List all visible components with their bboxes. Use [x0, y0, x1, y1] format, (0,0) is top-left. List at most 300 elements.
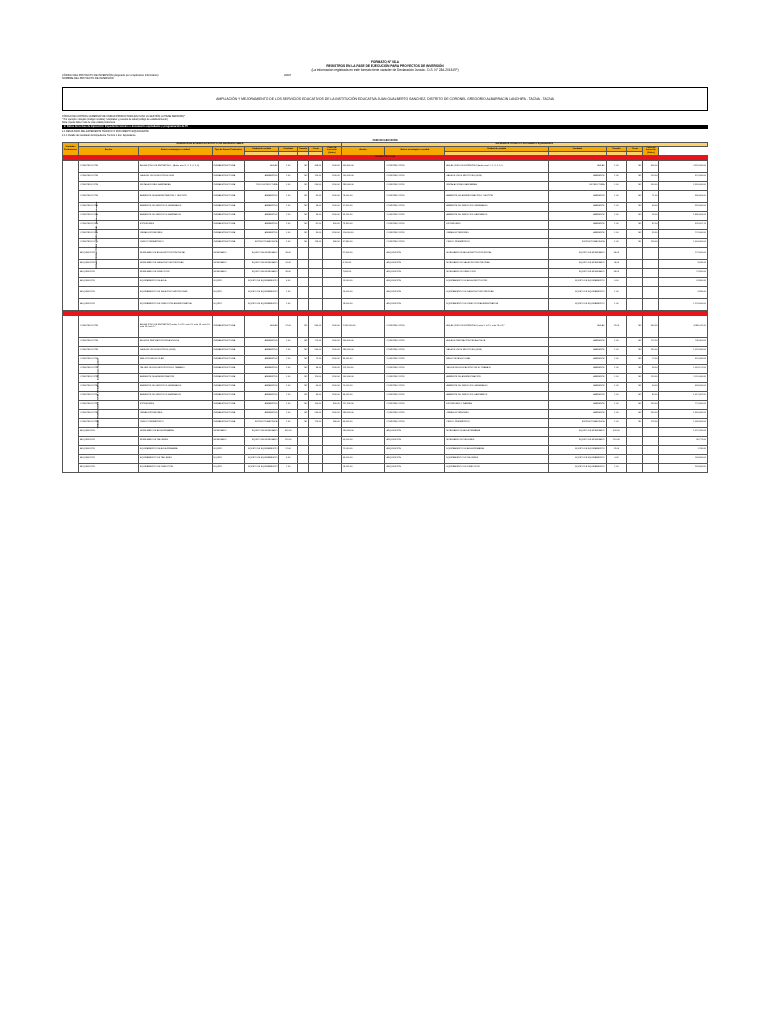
table-cell: INFRAESTRUCTURA — [212, 391, 244, 400]
table-cell: AULAS — [244, 315, 279, 337]
table-cell: 27,820.00 — [659, 268, 708, 277]
table-cell: INFRAESTRUCTURA — [212, 418, 244, 427]
table-cell: 120.00 — [643, 373, 659, 382]
table-cell: AMBIENTES — [244, 355, 279, 364]
table-cell — [643, 268, 659, 277]
table-cell — [323, 286, 341, 298]
col-activo-et: Activo estratégico o unidad — [385, 146, 445, 155]
table-cell: 18,000.00 — [341, 298, 385, 310]
table-cell: 1,230.00 — [659, 445, 708, 454]
col-unidad-medida-et: Unidad de medida — [445, 146, 549, 151]
table-cell: CONSTRUCCIÓN — [79, 172, 139, 181]
table-cell: M2 — [297, 355, 309, 364]
note-line: CÓDIGO DE CONTROL GUBERNAT DE UNIDAD PRODUCTORA (EN CASO LA GESTIÓN LA TIENE DEFINIDO)* — [62, 114, 186, 118]
table-cell: 288,000.00 — [341, 346, 385, 355]
table-cell: 549,600.00 — [341, 160, 385, 172]
note-line: Nota: puede haber más de una unidad productora. — [62, 121, 116, 125]
table-cell: ADQUISICIÓN — [79, 298, 139, 310]
table-cell: ADQUISICIÓN — [385, 454, 445, 463]
table-row — [63, 373, 708, 382]
table-cell: AMBIENTES — [244, 337, 279, 346]
format-title: REGISTROS EN LA FASE DE EJECUCIÓN PARA PROYECTOS DE INVERSIÓN — [326, 64, 444, 68]
col-costo-inversion-et: Costo de inversión (Soles) — [643, 146, 659, 155]
table-cell: 1.00 — [279, 418, 297, 427]
table-cell: AULAS (PISO DE ENTREPISO) Aulas nivel 1, 2, 3, 4, 5, 6 — [445, 160, 549, 172]
col-accion: Acción — [79, 146, 139, 155]
table-cell: ADQUISICIÓN — [385, 427, 445, 436]
table-cell: 110.00 — [279, 436, 297, 445]
table-cell: 1.00 — [606, 298, 627, 310]
table-cell: 540.00 — [309, 315, 323, 337]
table-cell — [627, 427, 643, 436]
table-cell: M2 — [297, 220, 309, 229]
table-cell — [627, 247, 643, 259]
table-cell: M2 — [627, 364, 643, 373]
table-cell: CONSTRUCCIÓN — [385, 190, 445, 202]
project-title-box — [62, 87, 708, 111]
table-cell: MOBILIARIO DE TALLERES — [138, 436, 212, 445]
table-cell: 1.00 — [279, 181, 297, 190]
table-cell: 1200.00 — [323, 337, 341, 346]
table-cell: 1200.00 — [323, 409, 341, 418]
table-cell: EQUIPO DE MOBILIARIO — [244, 247, 279, 259]
table-cell — [643, 286, 659, 298]
table-cell: AMBIENTE — [548, 202, 606, 211]
table-cell: EQUIPO DE EQUIPAMIENTO — [244, 286, 279, 298]
table-cell: INFRAESTRUCTURA — [212, 364, 244, 373]
table-cell — [297, 277, 309, 286]
table-cell: EXTERIORES Y RAMPAS — [445, 400, 549, 409]
table-cell: CONSTRUCCIÓN — [79, 220, 139, 229]
table-cell: M2 — [627, 229, 643, 238]
table-cell: MOBILIARIO DE TALLERES — [445, 436, 549, 445]
table-cell — [297, 427, 309, 436]
table-cell — [309, 277, 323, 286]
table-cell: CONSTRUCCIÓN — [385, 364, 445, 373]
table-cell: 144,000.00 — [341, 172, 385, 181]
table-cell: M2 — [627, 190, 643, 202]
table-cell: M2 — [627, 315, 643, 337]
productive-unit-label: UNIDAD PRODUCTORA 1 - NIVEL INICIAL - Institución educativa — [63, 160, 79, 310]
table-cell: 775,000.00 — [659, 400, 708, 409]
project-title: AMPLIACIÓN Y MEJORAMIENTO DE LOS SERVICIOS EDUCATIVOS DE LA INSTITUCIÓN EDUCATIVA JUAN GUALBERTO SANCHEZ, DISTRITO DE CORONEL GREGORIO ALBARRACIN LANCHIPA - TACNA - TACNA — [216, 96, 554, 101]
table-cell: EQUIPO DE EQUIPAMIENTO — [548, 298, 606, 310]
table-cell: 36.00 — [606, 247, 627, 259]
table-cell: AMBIENTES — [244, 220, 279, 229]
table-cell: 1.00 — [279, 172, 297, 181]
table-cell: EQUIPO DE MOBILIARIO — [548, 427, 606, 436]
table-cell — [309, 436, 323, 445]
table-cell — [309, 454, 323, 463]
table-cell: 1.00 — [606, 286, 627, 298]
table-cell: 420.00 — [279, 427, 297, 436]
table-cell: 16.00 — [606, 259, 627, 268]
table-cell: 240.00 — [309, 346, 323, 355]
table-row — [63, 211, 708, 220]
table-cell: 4,980,011.00 — [659, 315, 708, 337]
table-cell: 380.00 — [323, 418, 341, 427]
table-cell: CONSTRUCCIÓN — [385, 391, 445, 400]
table-cell: CONSTRUCCIÓN — [79, 400, 139, 409]
table-row — [63, 418, 708, 427]
table-cell: EQUIPAMIENTO DE SALA PSICOMOTRICIDAD — [445, 286, 549, 298]
table-cell: CONSTRUCCIÓN — [79, 373, 139, 382]
table-cell: CONSTRUCCIÓN — [385, 346, 445, 355]
table-row — [63, 445, 708, 454]
table-cell: EXTERIORES — [138, 220, 212, 229]
table-cell: 1200.00 — [323, 181, 341, 190]
table-row — [63, 400, 708, 409]
table-cell: ESTRUCTURA FÍSICA — [244, 418, 279, 427]
table-cell — [309, 259, 323, 268]
table-cell: M2 — [627, 346, 643, 355]
table-cell: ADQUISICIÓN — [385, 277, 445, 286]
table-cell: MOBILIARIO DE AULA INSTITUCIÓN INICIAL — [138, 247, 212, 259]
table-cell — [643, 277, 659, 286]
table-cell: 1.00 — [606, 418, 627, 427]
table-cell: EQUIPO DE EQUIPAMIENTO — [244, 445, 279, 454]
table-cell: CERCO PERIMÉTRICO — [445, 238, 549, 247]
table-cell: INFRAESTRUCTURA — [212, 315, 244, 337]
table-cell — [297, 436, 309, 445]
table-cell: CONSTRUCCIÓN — [79, 190, 139, 202]
table-cell: OBRAS EXTERIORES — [138, 409, 212, 418]
table-cell: 850.00 — [323, 220, 341, 229]
table-cell: M2 — [297, 190, 309, 202]
table-cell: CONSTRUCCIÓN — [79, 355, 139, 364]
table-cell: TODO ESTRUCTURA — [244, 181, 279, 190]
table-cell: ESTRUCTURA FÍSICA — [548, 418, 606, 427]
table-cell — [627, 298, 643, 310]
table-cell: 1.00 — [279, 211, 297, 220]
table-cell: CONSTRUCCIÓN — [79, 238, 139, 247]
col-unidad-medida: Unidad de medida — [244, 146, 279, 151]
table-cell: AMBIENTES — [244, 346, 279, 355]
block-separator-label: INFRAESTRUCTURA — [63, 155, 708, 160]
table-cell: AMBIENTE — [548, 337, 606, 346]
table-cell: 73,950.00 — [341, 220, 385, 229]
table-cell: 1.00 — [606, 172, 627, 181]
project-meta — [62, 74, 708, 81]
table-cell: CONSTRUCCIÓN — [79, 346, 139, 355]
table-cell: ML — [627, 238, 643, 247]
table-cell: 172.00 — [309, 337, 323, 346]
table-cell: 294,000.00 — [659, 463, 708, 472]
table-cell: 850.00 — [323, 400, 341, 409]
table-cell: INFRAESTRUCTURA — [212, 346, 244, 355]
table-cell: 12.00 — [279, 445, 297, 454]
table-cell: ADQUISICIÓN — [79, 259, 139, 268]
table-cell: 1200.00 — [323, 382, 341, 391]
table-cell: 90,772.00 — [659, 436, 708, 445]
table-cell: M2 — [627, 409, 643, 418]
table-cell — [297, 463, 309, 472]
table-cell — [643, 454, 659, 463]
table-cell — [323, 247, 341, 259]
table-cell: 1200.00 — [323, 211, 341, 220]
table-cell — [309, 463, 323, 472]
table-cell: 1.00 — [279, 220, 297, 229]
table-cell: 240.00 — [309, 181, 323, 190]
table-cell: 1,950,000.00 — [659, 409, 708, 418]
table-row — [63, 220, 708, 229]
table-cell: M2 — [297, 181, 309, 190]
table-cell: 12.00 — [606, 445, 627, 454]
col-accion-et: Acción — [341, 146, 385, 155]
table-cell — [627, 445, 643, 454]
table-cell: 4.00 — [279, 454, 297, 463]
table-cell: 24,900.00 — [659, 277, 708, 286]
table-cell: AMBIENTE DE ADMINISTRACIÓN Y GESTIÓN — [138, 190, 212, 202]
table-cell — [643, 259, 659, 268]
table-cell: 72,000.00 — [341, 445, 385, 454]
table-cell: AMBIENTE — [548, 172, 606, 181]
table-cell: INFRAESTRUCTURA — [212, 190, 244, 202]
table-cell: EQUIPO DE EQUIPAMIENTO — [548, 445, 606, 454]
table-cell: CONSTRUCCIÓN — [385, 400, 445, 409]
table-cell: CERCO PERIMÉTRICO — [138, 238, 212, 247]
table-cell: M2 — [297, 315, 309, 337]
table-cell: INFRAESTRUCTURA — [212, 400, 244, 409]
table-cell: 4,990.00 — [659, 286, 708, 298]
table-cell: 95.00 — [309, 229, 323, 238]
table-cell: 380.00 — [323, 238, 341, 247]
group-right-header: EXPEDIENTE TÉCNICO O DOCUMENTO EQUIVALENTE — [341, 142, 707, 146]
table-cell: AMBIENTE DE SERVICIOS GENERALES — [445, 202, 549, 211]
table-cell: AMBIENTES — [244, 172, 279, 181]
section-bar: 2. Datos de la fase de Ejecución: Expediente técnico o documento equivalente y programación de PI — [62, 125, 708, 129]
table-cell — [627, 463, 643, 472]
format-number: FORMATO N° 08-A — [370, 60, 400, 64]
table-cell: 1.00 — [279, 238, 297, 247]
table-cell: 456.00 — [643, 160, 659, 172]
execution-table — [62, 142, 708, 473]
table-cell: 1,950,000.00 — [659, 181, 708, 190]
table-cell — [297, 247, 309, 259]
table-cell: 175.00 — [309, 418, 323, 427]
table-cell: M2 — [627, 220, 643, 229]
table-cell: MOBILIARIO — [212, 268, 244, 277]
table-cell: EQUIPO DE MOBILIARIO — [244, 268, 279, 277]
table-cell: 1,097,000.00 — [659, 346, 708, 355]
table-cell: 72.00 — [309, 355, 323, 364]
table-cell: AMBIENTE DE SERVICIOS SANITARIOS — [445, 211, 549, 220]
table-cell: 180,000.00 — [341, 427, 385, 436]
table-cell: 120.00 — [309, 172, 323, 181]
table-cell: EQUIPO DE MOBILIARIO — [548, 247, 606, 259]
table-cell: M2 — [297, 229, 309, 238]
table-cell: 184,000.00 — [659, 454, 708, 463]
table-cell: EQUIPAMIENTO DE AULA INSTITUCIÓN — [445, 277, 549, 286]
table-cell: M2 — [297, 337, 309, 346]
table-row — [63, 160, 708, 172]
table-cell — [643, 427, 659, 436]
table-cell: EQUIPO — [212, 445, 244, 454]
table-cell: AMBIENTES — [244, 211, 279, 220]
table-cell: 1.00 — [279, 400, 297, 409]
table-cell: 36.00 — [606, 268, 627, 277]
table-cell: ML — [297, 238, 309, 247]
table-cell: 1.00 — [606, 337, 627, 346]
table-cell: ADQUISICIÓN — [79, 463, 139, 472]
table-cell: CONSTRUCCIÓN — [385, 172, 445, 181]
table-cell: OBRAS EXTERIORES — [445, 229, 549, 238]
table-cell: 1.00 — [606, 220, 627, 229]
table-cell: MOBILIARIO DE AULA PRIMARIA — [138, 427, 212, 436]
table-cell: MOBILIARIO — [212, 259, 244, 268]
note-line: * Por ejemplo: colegios (código modular), hospitales y puestos de salud (código de establecimiento) — [62, 118, 168, 122]
table-cell: ESTRUCTURA — [548, 181, 606, 190]
table-cell: SALA DE USOS MULTIPLES (SUM) — [138, 346, 212, 355]
table-cell: ADQUISICIÓN — [79, 436, 139, 445]
table-cell: AMBIENTE — [548, 211, 606, 220]
table-cell: CONSTRUCCIÓN — [385, 181, 445, 190]
table-row — [63, 190, 708, 202]
table-cell: 127,500.00 — [341, 400, 385, 409]
table-cell: ADQUISICIÓN — [385, 298, 445, 310]
table-cell — [643, 445, 659, 454]
table-cell: INFRAESTRUCTURA — [212, 409, 244, 418]
table-cell: 2,592,000.00 — [341, 315, 385, 337]
table-cell: 419,000.00 — [659, 355, 708, 364]
table-cell: MOBILIARIO DE AULA INSTITUCIÓN INICIAL — [445, 247, 549, 259]
sub-section — [62, 130, 708, 136]
table-cell: 96.00 — [643, 364, 659, 373]
table-row — [63, 229, 708, 238]
table-cell: 1.00 — [279, 382, 297, 391]
table-cell: AMBIENTE — [548, 190, 606, 202]
table-cell: CONSTRUCCIÓN — [79, 181, 139, 190]
table-row — [63, 337, 708, 346]
table-cell: EXTERIORES — [138, 400, 212, 409]
table-cell: ADQUISICIÓN — [385, 259, 445, 268]
table-cell — [297, 268, 309, 277]
table-cell: MOBILIARIO DE SALA PSICOMOTRICIDAD — [138, 259, 212, 268]
table-cell: 1.00 — [606, 202, 627, 211]
table-cell: ADQUISICIÓN — [385, 286, 445, 298]
table-cell: 1.00 — [606, 400, 627, 409]
notes-block — [62, 115, 708, 125]
table-cell: 1,054,000.00 — [659, 238, 708, 247]
table-cell: 150.00 — [643, 400, 659, 409]
table-cell: CONSTRUCCIÓN — [385, 418, 445, 427]
table-cell: CONSTRUCCIÓN — [385, 355, 445, 364]
table-cell: ADQUISICIÓN — [79, 247, 139, 259]
table-cell: 1.00 — [279, 355, 297, 364]
table-cell: BIBLIOTECA ESCOLAR — [445, 355, 549, 364]
table-cell: EQUIPAMIENTO DE AULA PRIMARIA — [445, 445, 549, 454]
table-cell: M2 — [627, 373, 643, 382]
table-cell: AMBIENTES — [244, 391, 279, 400]
table-cell: 18,000.00 — [341, 463, 385, 472]
table-cell — [323, 298, 341, 310]
table-cell: SALA DE USOS MULTIPLES (SUM) — [445, 172, 549, 181]
table-row — [63, 436, 708, 445]
table-cell: 12.00 — [279, 315, 297, 337]
table-cell: 480,000.00 — [659, 190, 708, 202]
table-cell — [297, 454, 309, 463]
table-cell: 7,800.00 — [341, 268, 385, 277]
table-row — [63, 364, 708, 373]
table-cell: INFRAESTRUCTURA — [212, 238, 244, 247]
table-row — [63, 315, 708, 337]
table-cell: 71.00 — [643, 190, 659, 202]
table-cell: MOBILIARIO DE DIRECCIÓN — [445, 268, 549, 277]
table-cell: INFRAESTRUCTURA — [212, 211, 244, 220]
table-cell — [309, 286, 323, 298]
table-cell: AULAS — [548, 160, 606, 172]
table-row — [63, 391, 708, 400]
table-cell: 2,319,020.00 — [659, 160, 708, 172]
table-row — [63, 277, 708, 286]
table-row — [63, 259, 708, 268]
table-cell: CONSTRUCCIÓN — [385, 373, 445, 382]
table-cell: AMBIENTE — [548, 229, 606, 238]
table-cell: 240.00 — [643, 346, 659, 355]
table-cell: INFRAESTRUCTURA — [212, 229, 244, 238]
table-cell: AULAS (PISO DE ENTREPISO) aulas 1 al 12, aula 13 al 17 — [445, 315, 549, 337]
table-cell: M2 — [297, 400, 309, 409]
table-row — [63, 346, 708, 355]
table-cell: 1.00 — [606, 238, 627, 247]
table-cell: 240.00 — [643, 181, 659, 190]
table-cell: 1.00 — [606, 190, 627, 202]
table-cell: ESTRUCTURA FÍSICA — [244, 238, 279, 247]
col-cantidad-et: Cantidad — [548, 146, 606, 151]
table-cell: 1.00 — [606, 229, 627, 238]
table-cell: EQUIPO DE MOBILIARIO — [244, 436, 279, 445]
table-cell: CONSTRUCCIÓN — [79, 229, 139, 238]
table-cell: EQUIPO DE EQUIPAMIENTO — [244, 463, 279, 472]
table-cell — [309, 268, 323, 277]
table-cell: ADQUISICIÓN — [79, 445, 139, 454]
productive-unit-label: UNIDAD PRODUCTORA 2 - NIVEL PRIMARIA - Institución educativa — [63, 315, 79, 472]
table-cell: EQUIPO DE EQUIPAMIENTO — [244, 298, 279, 310]
table-cell: 1,017,097.00 — [659, 391, 708, 400]
table-cell: 1.00 — [279, 409, 297, 418]
col-cantidad: Cantidad — [279, 146, 297, 151]
table-row — [63, 268, 708, 277]
table-cell: 126.00 — [309, 238, 323, 247]
table-cell: 47,880.00 — [341, 238, 385, 247]
table-cell: AMBIENTES — [244, 364, 279, 373]
table-cell: SALA DE USOS MULTIPLES (SUM) — [445, 346, 549, 355]
table-cell — [643, 436, 659, 445]
sub-line: 2.1 RESULTADO DEL EXPEDIENTE TÉCNICO O DOCUMENTO EQUIVALENTE — [62, 130, 149, 134]
table-cell: AMBIENTE — [548, 355, 606, 364]
table-cell: INFRAESTRUCTURA — [212, 337, 244, 346]
table-cell: CONSTRUCCIÓN — [79, 315, 139, 337]
table-cell: CONSTRUCCIÓN — [79, 337, 139, 346]
table-cell: 72,000.00 — [341, 382, 385, 391]
table-cell: EQUIPAMIENTO DE DIRECCIÓN — [445, 463, 549, 472]
table-cell: M2 — [627, 202, 643, 211]
table-cell: 1200.00 — [323, 364, 341, 373]
table-cell: AMBIENTES — [244, 373, 279, 382]
table-cell — [323, 259, 341, 268]
table-cell: 96,000.00 — [341, 391, 385, 400]
table-cell: 80.00 — [309, 391, 323, 400]
table-cell: ADQUISICIÓN — [385, 463, 445, 472]
table-cell: EXTERIORES — [445, 220, 549, 229]
table-cell: EQUIPAMIENTO DE DIRECCIÓN ADMINISTRATIVA — [138, 298, 212, 310]
table-cell: 540.00 — [643, 315, 659, 337]
table-cell: AULA DE INNOVACIÓN PEDAGÓGICA — [445, 337, 549, 346]
table-cell: 36.00 — [279, 268, 297, 277]
table-cell: 1200.00 — [323, 391, 341, 400]
document-page — [62, 60, 708, 473]
table-cell: CONSTRUCCIÓN — [79, 160, 139, 172]
